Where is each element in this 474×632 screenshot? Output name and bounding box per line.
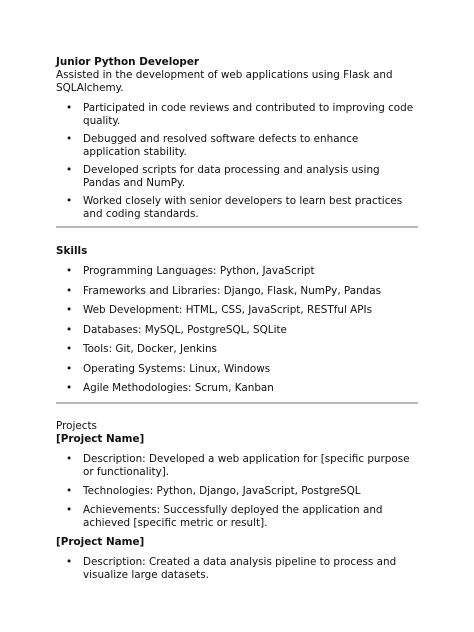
section-divider bbox=[56, 402, 418, 404]
list-item bbox=[56, 485, 418, 498]
list-item bbox=[56, 304, 418, 317]
list-item-text: Programming Languages: Python, JavaScript bbox=[83, 265, 315, 277]
list-item bbox=[56, 504, 418, 530]
project-bullet-list bbox=[56, 453, 418, 530]
list-item bbox=[56, 382, 418, 395]
project-name: [Project Name] bbox=[56, 535, 145, 548]
list-item bbox=[56, 164, 418, 190]
project-bullet-list bbox=[56, 556, 418, 582]
bullet-icon: • bbox=[66, 452, 73, 465]
list-item bbox=[56, 556, 418, 582]
list-item-text: Web Development: HTML, CSS, JavaScript, RESTful APIs bbox=[83, 304, 372, 316]
list-item-text: Debugged and resolved software defects to enhance application stability. bbox=[83, 133, 359, 158]
list-item bbox=[56, 102, 418, 128]
project-name: [Project Name] bbox=[56, 432, 145, 445]
list-item bbox=[56, 133, 418, 159]
list-item-text: Worked closely with senior developers to learn best practices and coding standards. bbox=[83, 195, 403, 220]
projects-heading: Projects bbox=[56, 419, 97, 432]
skills-heading: Skills bbox=[56, 245, 88, 257]
job-bullet-list bbox=[56, 102, 418, 221]
bullet-icon: • bbox=[66, 195, 73, 207]
list-item bbox=[56, 265, 418, 278]
list-item bbox=[56, 363, 418, 376]
projects-section bbox=[56, 420, 418, 582]
bullet-icon: • bbox=[66, 133, 73, 145]
list-item-text: Technologies: Python, Django, JavaScript, PostgreSQL bbox=[83, 484, 361, 497]
skills-list bbox=[56, 265, 418, 395]
bullet-icon: • bbox=[66, 265, 73, 277]
bullet-icon: • bbox=[66, 102, 73, 114]
list-item bbox=[56, 195, 418, 221]
bullet-icon: • bbox=[66, 362, 73, 375]
bullet-icon: • bbox=[66, 323, 73, 336]
list-item-text: Achievements: Successfully deployed the application and achieved [specific metric or result]. bbox=[83, 503, 383, 529]
bullet-icon: • bbox=[66, 343, 73, 355]
list-item-text: Tools: Git, Docker, Jenkins bbox=[83, 343, 217, 355]
list-item-text: Frameworks and Libraries: Django, Flask, NumPy, Pandas bbox=[83, 284, 382, 297]
list-item bbox=[56, 285, 418, 298]
experience-section bbox=[56, 56, 418, 221]
bullet-icon: • bbox=[66, 304, 73, 316]
list-item bbox=[56, 453, 418, 479]
bullet-icon: • bbox=[66, 284, 73, 297]
bullet-icon: • bbox=[66, 164, 73, 176]
job-title: Junior Python Developer bbox=[56, 56, 200, 68]
bullet-icon: • bbox=[66, 484, 73, 497]
list-item bbox=[56, 324, 418, 337]
list-item-text: Agile Methodologies: Scrum, Kanban bbox=[83, 382, 274, 394]
section-divider bbox=[56, 226, 418, 228]
bullet-icon: • bbox=[66, 555, 73, 568]
bullet-icon: • bbox=[66, 382, 73, 394]
list-item-text: Description: Developed a web application for [specific purpose or functionality]. bbox=[83, 452, 410, 478]
list-item-text: Operating Systems: Linux, Windows bbox=[83, 362, 271, 375]
list-item bbox=[56, 343, 418, 356]
skills-section bbox=[56, 245, 418, 395]
list-item-text: Developed scripts for data processing and analysis using Pandas and NumPy. bbox=[83, 164, 380, 189]
bullet-icon: • bbox=[66, 503, 73, 516]
job-summary: Assisted in the development of web applications using Flask and SQLAlchemy. bbox=[56, 69, 393, 94]
list-item-text: Databases: MySQL, PostgreSQL, SQLite bbox=[83, 323, 287, 336]
list-item-text: Participated in code reviews and contributed to improving code quality. bbox=[83, 102, 414, 127]
resume-page bbox=[56, 56, 418, 588]
list-item-text: Description: Created a data analysis pipeline to process and visualize large datasets. bbox=[83, 555, 397, 581]
